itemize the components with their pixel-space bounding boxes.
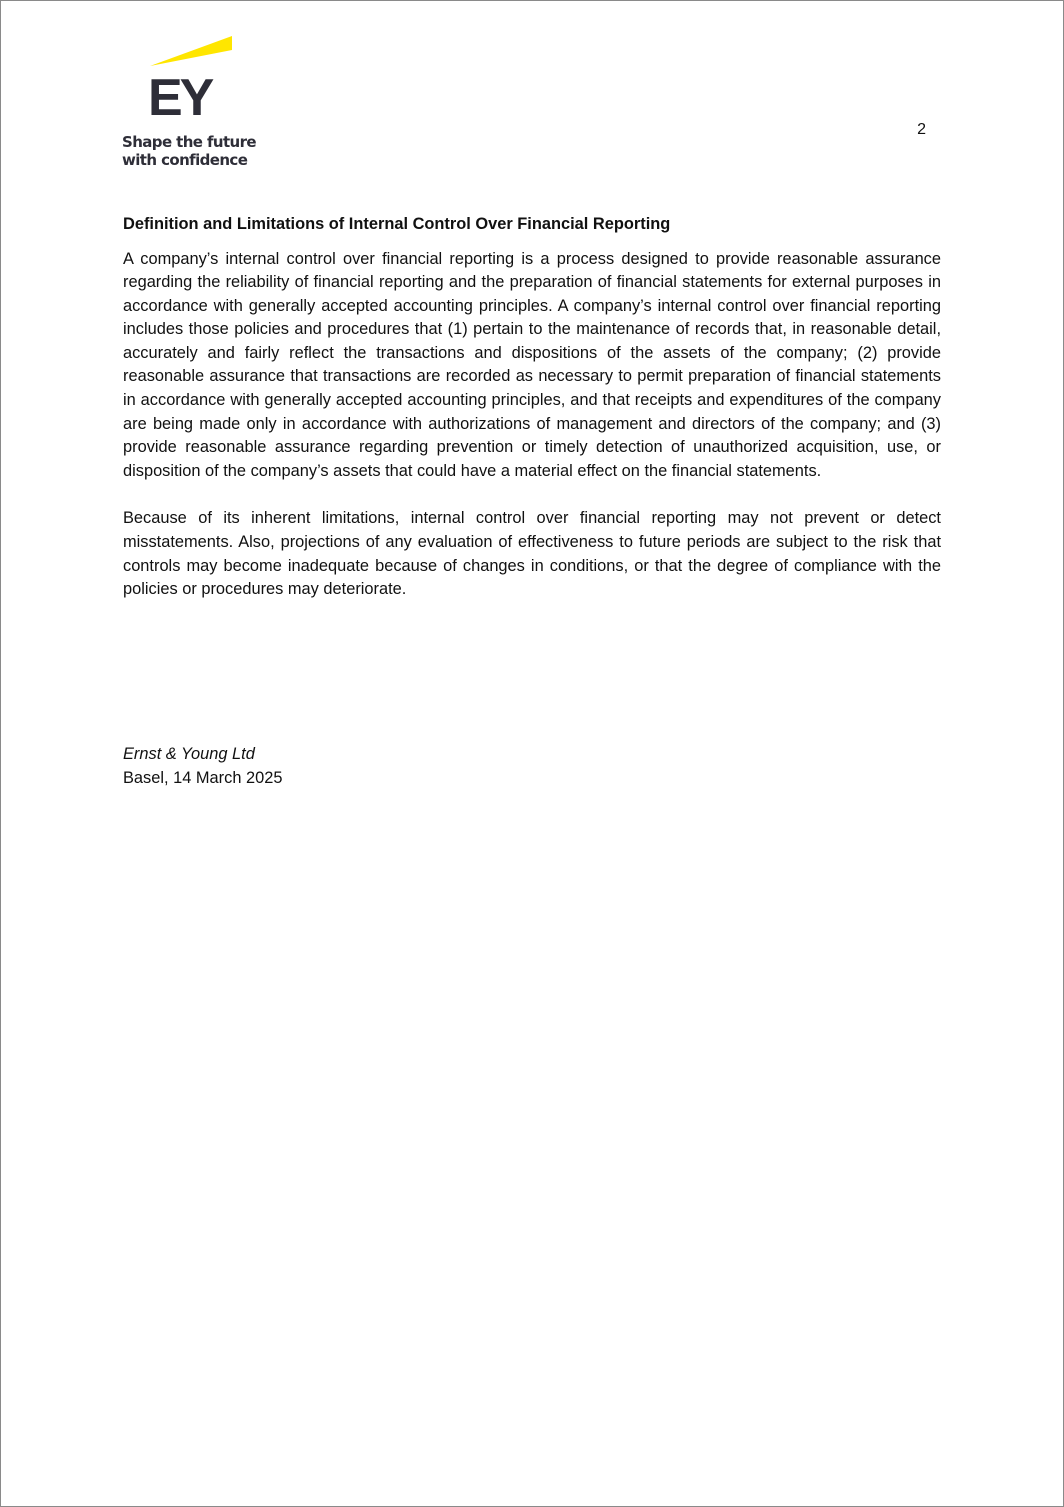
section-heading: Definition and Limitations of Internal Control Over Financial Reporting	[123, 215, 671, 233]
ey-logo-tagline	[122, 133, 256, 169]
auditor-firm-name: Ernst & Young Ltd	[123, 745, 255, 763]
place-and-date: Basel, 14 March 2025	[123, 768, 283, 787]
report-section	[123, 213, 941, 602]
signature-block	[123, 743, 282, 790]
page-number: 2	[917, 121, 926, 138]
ey-logo	[122, 36, 262, 176]
ey-logo-mark: EY	[148, 69, 212, 127]
paragraph-limitations: Because of its inherent limitations, internal control over financial reporting may not prevent or detect misstatements. Also, projections of any evaluation of effectiveness to future periods are subject to the risk that controls may become inadequate because of changes in conditions, or that the degree of compliance with the policies or procedures may deteriorate.	[123, 509, 941, 599]
ey-tagline-line-2: with confidence	[122, 151, 248, 169]
paragraph-definition: A company’s internal control over financial reporting is a process designed to provide reasonable assurance regarding the reliability of financial reporting and the preparation of financial statements for external purposes in accordance with generally accepted accounting principles. A company’s internal control over financial reporting includes those policies and procedures that (1) pertain to the maintenance of records that, in reasonable detail, accurately and fairly reflect the transactions and dispositions of the assets of the company; (2) provide reasonable assurance that transactions are recorded as necessary to permit preparation of financial statements in accordance with generally accepted accounting principles, and that receipts and expenditures of the company are being made only in accordance with authorizations of management and directors of the company; and (3) provide reasonable assurance regarding prevention or timely detection of unauthorized acquisition, use, or disposition of the company’s assets that could have a material effect on the financial statements.	[123, 249, 941, 480]
ey-tagline-line-1: Shape the future	[122, 133, 257, 151]
